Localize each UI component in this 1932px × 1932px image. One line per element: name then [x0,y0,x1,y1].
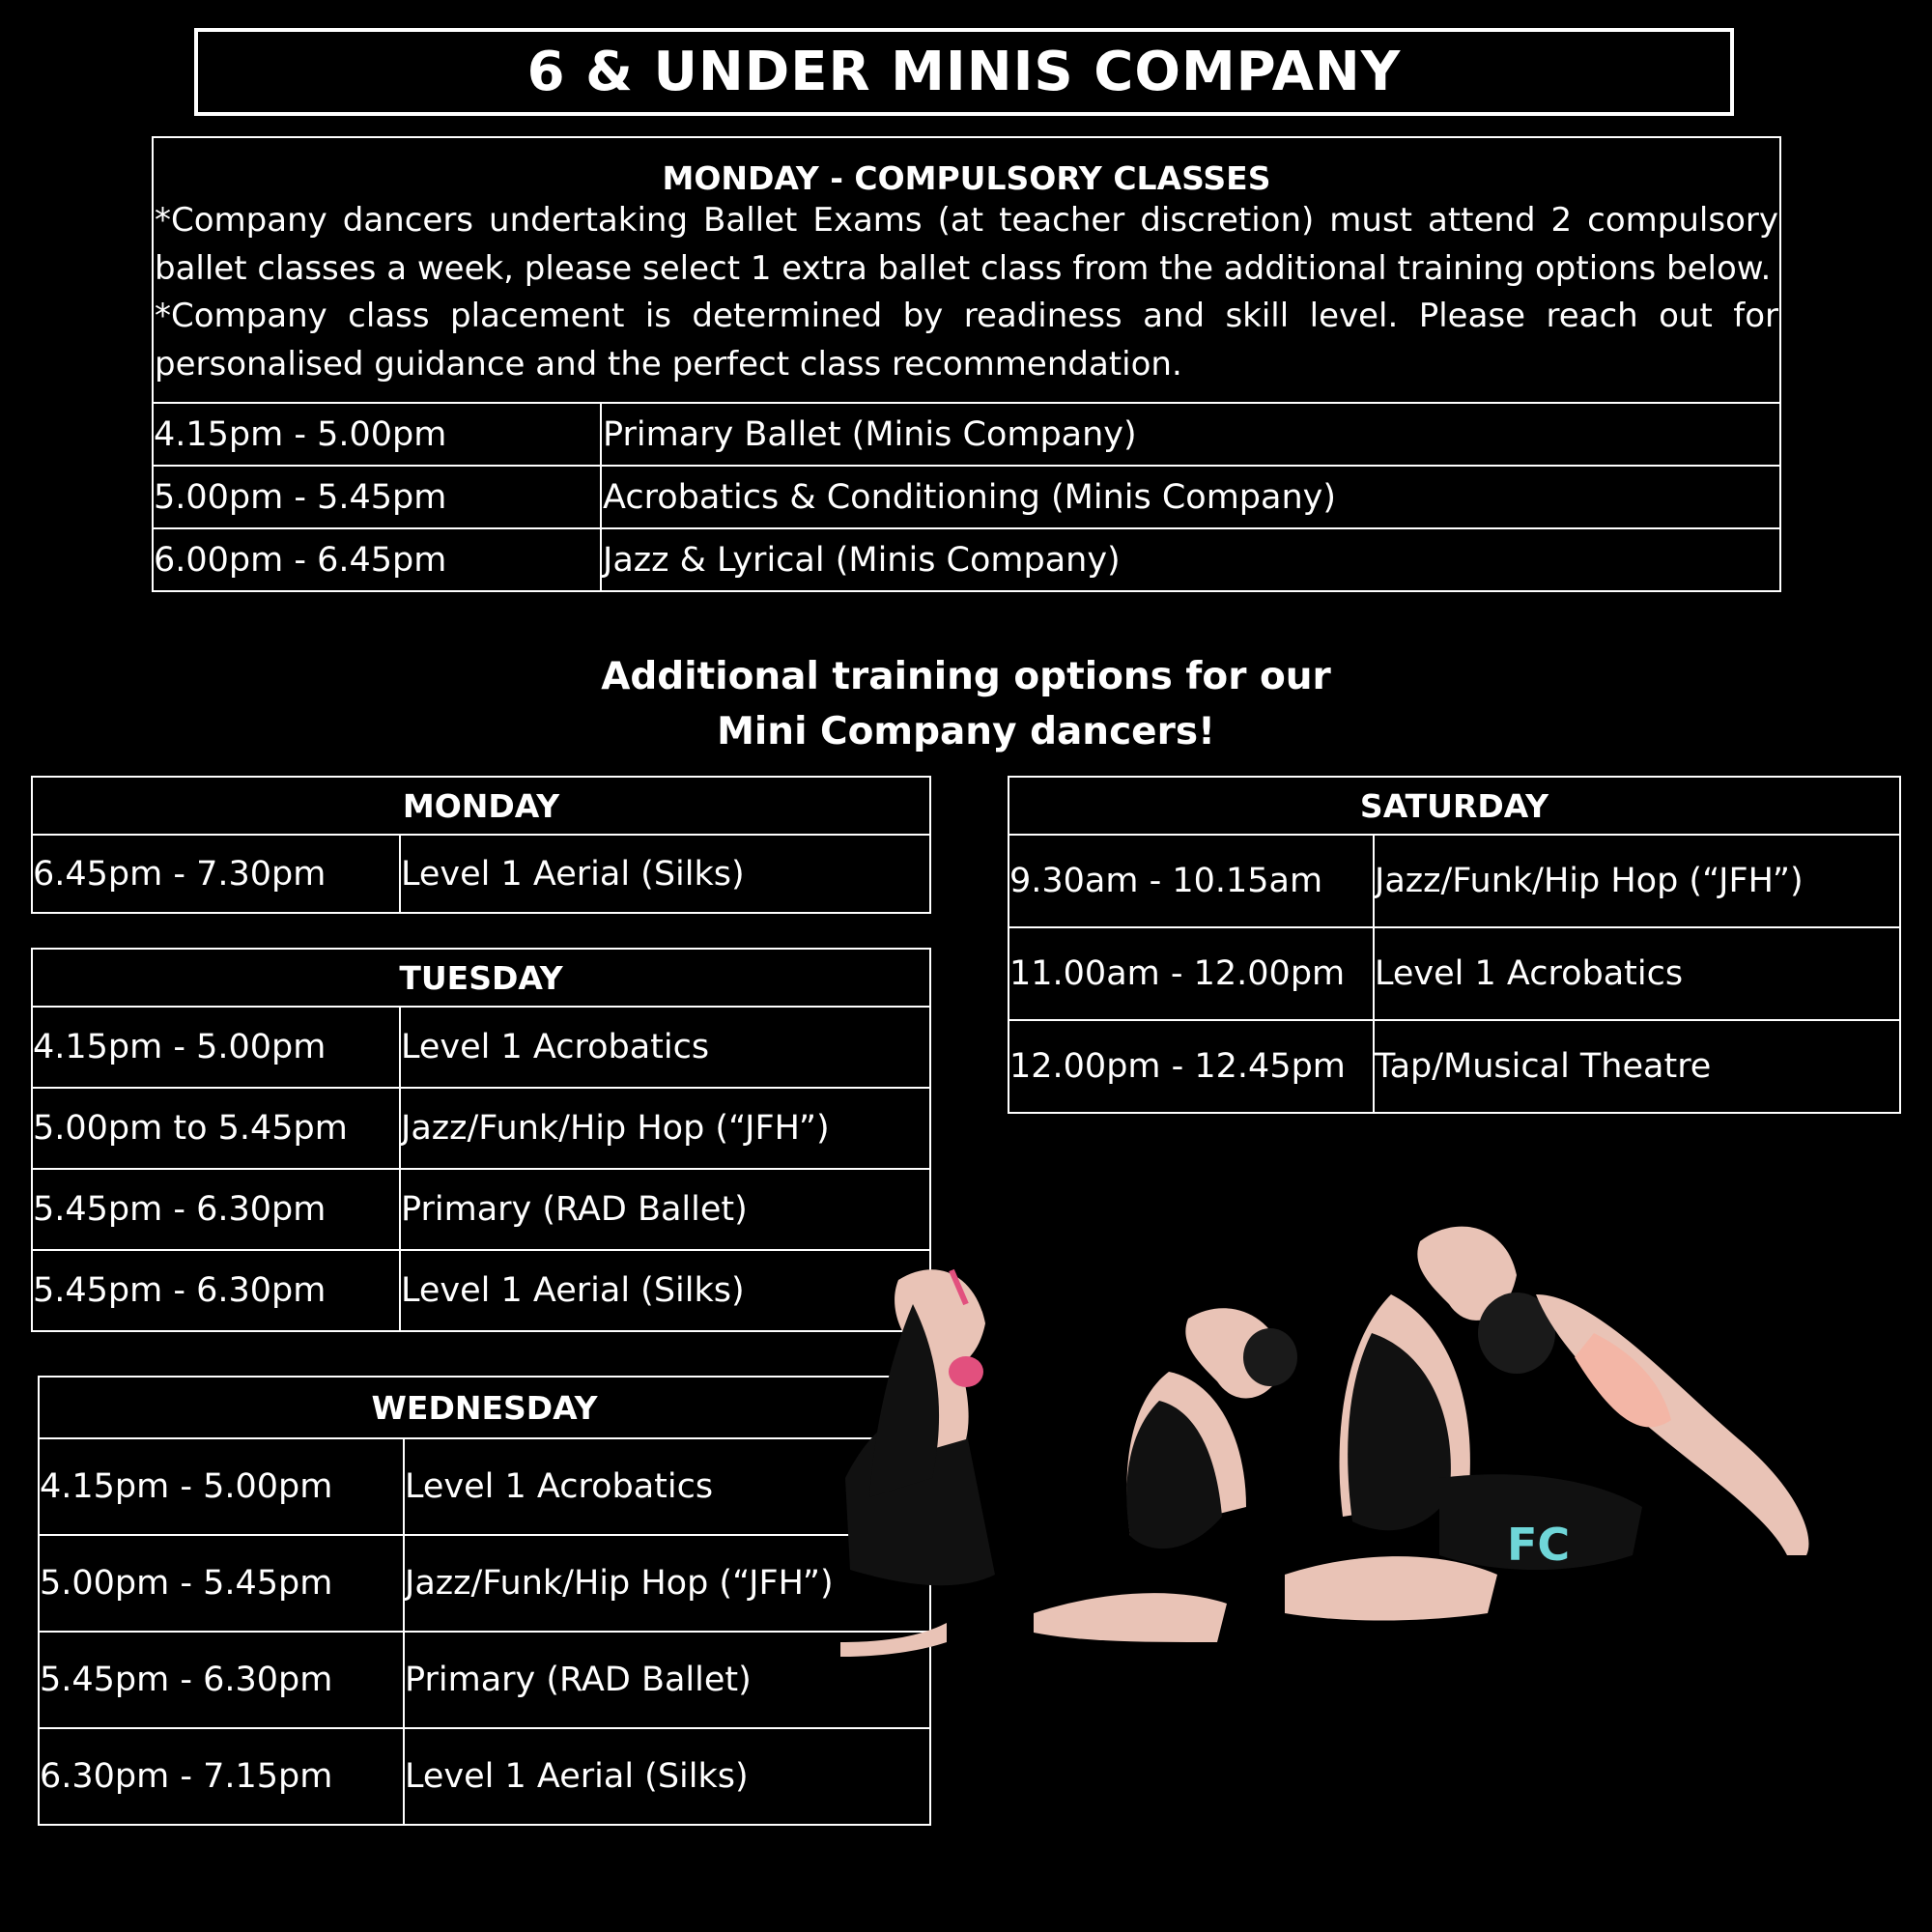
class-time: 6.00pm - 6.45pm [154,529,602,590]
class-time: 5.45pm - 6.30pm [39,1632,404,1728]
class-name: Level 1 Aerial (Silks) [400,835,930,913]
table-row [39,1632,930,1728]
additional-line-2: Mini Company dancers! [717,710,1215,753]
class-time: 4.15pm - 5.00pm [39,1438,404,1535]
class-time: 4.15pm - 5.00pm [32,1007,400,1088]
class-name: Jazz & Lyrical (Minis Company) [603,540,1121,580]
class-time: 6.45pm - 7.30pm [32,835,400,913]
dancer-middle [1034,1308,1297,1642]
class-time: 9.30am - 10.15am [1009,835,1374,927]
dancers-photo [840,1188,1932,1729]
class-time: 5.45pm - 6.30pm [32,1169,400,1250]
table-row [154,527,1779,590]
table-row [32,1250,930,1331]
compulsory-heading: MONDAY - COMPULSORY CLASSES [662,159,1271,197]
table-row [154,402,1779,465]
day-heading-saturday: SATURDAY [1009,777,1900,835]
class-name: Level 1 Aerial (Silks) [400,1250,930,1331]
compulsory-notes [154,197,1779,402]
table-row [32,1088,930,1169]
table-row [1009,927,1900,1020]
table-row [154,465,1779,527]
class-time: 11.00am - 12.00pm [1009,927,1374,1020]
wednesday-table [38,1376,931,1826]
dancer-right [1285,1227,1808,1621]
additional-line-1: Additional training options for our [601,655,1331,698]
table-row [1009,1020,1900,1113]
class-name: Tap/Musical Theatre [1374,1020,1900,1113]
class-name: Jazz/Funk/Hip Hop (“JFH”) [1374,835,1900,927]
class-name: Acrobatics & Conditioning (Minis Company) [603,477,1337,517]
compulsory-note-1: *Company dancers undertaking Ballet Exams (at teacher discretion) must attend 2 compulsory ballet classes a week, please select 1 extra ballet class from the additional training options below. [155,201,1778,288]
class-name: Primary Ballet (Minis Company) [603,414,1137,454]
class-name: Level 1 Acrobatics [400,1007,930,1088]
table-row [32,1007,930,1088]
additional-training-heading [0,649,1932,759]
class-name: Level 1 Acrobatics [1374,927,1900,1020]
class-name: Primary (RAD Ballet) [400,1169,930,1250]
compulsory-note-2: *Company class placement is determined by readiness and skill level. Please reach out for personalised guidance and the perfect class recommendation. [155,297,1778,384]
shorts-logo: FC [1507,1519,1571,1571]
class-time: 5.00pm - 5.45pm [154,467,602,527]
class-name: Level 1 Aerial (Silks) [404,1728,930,1825]
saturday-table [1008,776,1901,1114]
table-row [32,1169,930,1250]
page-title: 6 & UNDER MINIS COMPANY [194,28,1734,116]
class-name: Jazz/Funk/Hip Hop (“JFH”) [404,1535,930,1632]
day-heading-monday: MONDAY [32,777,930,835]
day-heading-tuesday: TUESDAY [32,949,930,1007]
tuesday-table [31,948,931,1332]
class-time: 12.00pm - 12.45pm [1009,1020,1374,1113]
class-time: 5.45pm - 6.30pm [32,1250,400,1331]
class-name: Jazz/Funk/Hip Hop (“JFH”) [400,1088,930,1169]
day-heading-wednesday: WEDNESDAY [39,1377,930,1438]
table-row [39,1728,930,1825]
class-time: 5.00pm - 5.45pm [39,1535,404,1632]
table-row [39,1535,930,1632]
class-time: 5.00pm to 5.45pm [32,1088,400,1169]
table-row [39,1438,930,1535]
compulsory-classes-table [152,136,1781,592]
table-row [1009,835,1900,927]
monday-table [31,776,931,914]
class-time: 4.15pm - 5.00pm [154,404,602,465]
class-time: 6.30pm - 7.15pm [39,1728,404,1825]
table-row [32,835,930,913]
class-name: Primary (RAD Ballet) [404,1632,930,1728]
class-name: Level 1 Acrobatics [404,1438,930,1535]
dancer-left [840,1269,995,1657]
